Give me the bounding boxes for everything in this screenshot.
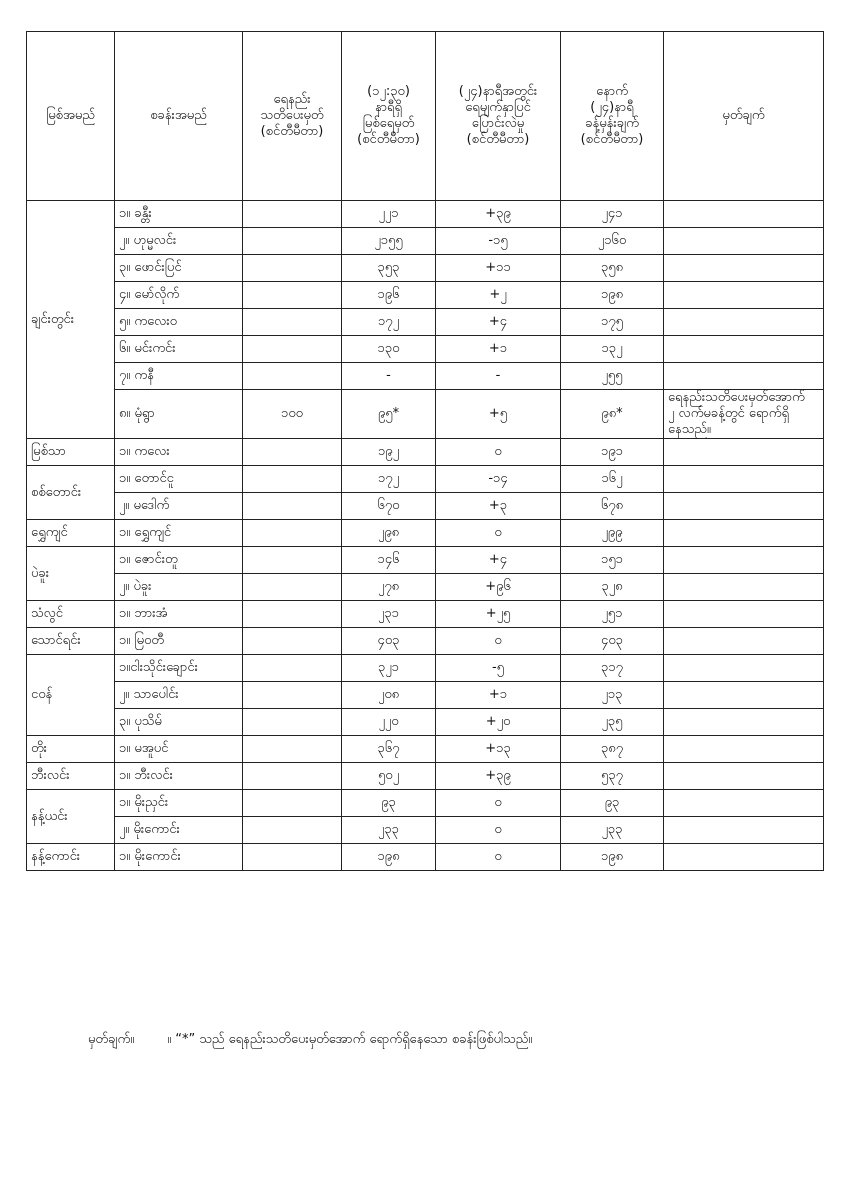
station-name-cell: ၁။ ဘားအံ (115, 601, 243, 628)
warning-level-cell (243, 228, 342, 255)
warning-level-cell: ၁၀၀ (243, 390, 342, 439)
water-level-cell: ၉၅* (342, 390, 436, 439)
remark-cell (664, 309, 824, 336)
forecast-cell: ၂၁၃ (561, 682, 664, 709)
remark-cell (664, 736, 824, 763)
forecast-cell: ၂၉၉ (561, 520, 664, 547)
water-level-cell: ၃၆၇ (342, 736, 436, 763)
forecast-cell: ၃၅၈ (561, 255, 664, 282)
forecast-cell: ၁၉၁ (561, 439, 664, 466)
table-row (27, 709, 824, 736)
water-level-cell: ၂၀၈ (342, 682, 436, 709)
header-station: စခန်းအမည် (115, 32, 243, 201)
remark-cell (664, 817, 824, 844)
change-cell: +၄ (436, 309, 561, 336)
remark-cell (664, 255, 824, 282)
river-name-cell: ချင်းတွင်း (27, 201, 115, 439)
table-row (27, 228, 824, 255)
warning-level-cell (243, 601, 342, 628)
warning-level-cell (243, 547, 342, 574)
remark-cell (664, 336, 824, 363)
change-cell: +၁ (436, 682, 561, 709)
remark-cell (664, 628, 824, 655)
warning-level-cell (243, 574, 342, 601)
forecast-cell: ၂၅၅ (561, 363, 664, 390)
station-name-cell: ၁။ မိုးညှင်း (115, 790, 243, 817)
forecast-cell: ၃၁၇ (561, 655, 664, 682)
water-level-cell: ၂၇၈ (342, 574, 436, 601)
table-row (27, 282, 824, 309)
change-cell: -၁၄ (436, 466, 561, 493)
forecast-cell: ၉၈* (561, 390, 664, 439)
remark-cell (664, 439, 824, 466)
water-level-cell: ၁၉၈ (342, 844, 436, 871)
table-row (27, 201, 824, 228)
header-row (27, 32, 824, 201)
station-name-cell: ၄။ မော်လိုက် (115, 282, 243, 309)
forecast-cell: ၂၅၁ (561, 601, 664, 628)
forecast-cell: ၁၃၂ (561, 336, 664, 363)
water-level-cell: ၁၉၆ (342, 282, 436, 309)
table-row (27, 336, 824, 363)
change-cell: -၅ (436, 655, 561, 682)
warning-level-cell (243, 790, 342, 817)
remark-cell (664, 655, 824, 682)
water-level-cell: ၄၀၃ (342, 628, 436, 655)
river-name-cell: မြစ်သာ (27, 439, 115, 466)
station-name-cell: ၁။ ကလေး (115, 439, 243, 466)
change-cell: -၁၅ (436, 228, 561, 255)
forecast-cell: ၅၃၇ (561, 763, 664, 790)
remark-cell (664, 201, 824, 228)
forecast-cell: ၂၃၃ (561, 817, 664, 844)
station-name-cell: ၆။ မင်းကင်း (115, 336, 243, 363)
table-row (27, 736, 824, 763)
warning-level-cell (243, 201, 342, 228)
table-row (27, 655, 824, 682)
table-row (27, 309, 824, 336)
water-level-table (26, 31, 824, 871)
warning-level-cell (243, 655, 342, 682)
table-row (27, 574, 824, 601)
remark-cell (664, 682, 824, 709)
warning-level-cell (243, 309, 342, 336)
change-cell: ၀ (436, 520, 561, 547)
change-cell: ၀ (436, 844, 561, 871)
change-cell: +၃၉ (436, 763, 561, 790)
warning-level-cell (243, 466, 342, 493)
water-level-cell: ၆၇၀ (342, 493, 436, 520)
water-level-cell: ၂၁၅၅ (342, 228, 436, 255)
river-name-cell: ပဲခူး (27, 547, 115, 601)
warning-level-cell (243, 493, 342, 520)
water-level-cell: ၁၇၂ (342, 309, 436, 336)
water-level-cell: ၂၂၁ (342, 201, 436, 228)
remark-cell (664, 228, 824, 255)
change-cell: ၀ (436, 628, 561, 655)
forecast-cell: ၂၄၁ (561, 201, 664, 228)
station-name-cell: ၃။ ပုသိမ် (115, 709, 243, 736)
change-cell: +၄ (436, 547, 561, 574)
river-name-cell: သံလွင် (27, 601, 115, 628)
warning-level-cell (243, 709, 342, 736)
change-cell: ၀ (436, 439, 561, 466)
change-cell: +၂ (436, 282, 561, 309)
header-forecast-24h: နောက် (၂၄)နာရီ ခန့်မှန်းချက် (စင်တီမီတာ) (561, 32, 664, 201)
river-name-cell: ဘီးလင်း (27, 763, 115, 790)
table-row (27, 628, 824, 655)
remark-cell (664, 763, 824, 790)
remark-cell (664, 547, 824, 574)
warning-level-cell (243, 255, 342, 282)
river-name-cell: သောင်ရင်း (27, 628, 115, 655)
footnote: မှတ်ချက်။ ။ “*” သည် ရေနည်းသတိပေးမှတ်အောက် ရောက်ရှိနေသော စခန်းဖြစ်ပါသည်။ (88, 1032, 533, 1047)
table-row (27, 363, 824, 390)
table-row (27, 255, 824, 282)
station-name-cell: ၂။ ပဲခူး (115, 574, 243, 601)
river-name-cell: ငဝန် (27, 655, 115, 736)
table-row (27, 493, 824, 520)
station-name-cell: ၂။ သာပေါင်း (115, 682, 243, 709)
station-name-cell: ၂။ မိုးကောင်း (115, 817, 243, 844)
station-name-cell: ၇။ ကနီ (115, 363, 243, 390)
remark-cell (664, 601, 824, 628)
remark-cell (664, 790, 824, 817)
station-name-cell: ၁။ ခန္တီး (115, 201, 243, 228)
station-name-cell: ၁။ငါးသိုင်းချောင်း (115, 655, 243, 682)
forecast-cell: ၃၂၈ (561, 574, 664, 601)
remark-cell (664, 493, 824, 520)
table-row (27, 682, 824, 709)
change-cell: +၃၉ (436, 201, 561, 228)
water-level-cell: ၁၄၆ (342, 547, 436, 574)
change-cell: +၁၁ (436, 255, 561, 282)
change-cell: +၅ (436, 390, 561, 439)
remark-cell (664, 466, 824, 493)
station-name-cell: ၂။ ဟုမ္မလင်း (115, 228, 243, 255)
table-row (27, 790, 824, 817)
warning-level-cell (243, 363, 342, 390)
change-cell: +၉၆ (436, 574, 561, 601)
forecast-cell: ၁၆၂ (561, 466, 664, 493)
forecast-cell: ၁၇၅ (561, 309, 664, 336)
table-row (27, 390, 824, 439)
header-river: မြစ်အမည် (27, 32, 115, 201)
warning-level-cell (243, 736, 342, 763)
table-row (27, 817, 824, 844)
change-cell: +၂၅ (436, 601, 561, 628)
table-row (27, 439, 824, 466)
remark-cell (664, 282, 824, 309)
water-level-cell: ၃၅၃ (342, 255, 436, 282)
forecast-cell: ၉၃ (561, 790, 664, 817)
station-name-cell: ၁။ ဇောင်းတူ (115, 547, 243, 574)
water-level-cell: ၁၃၀ (342, 336, 436, 363)
warning-level-cell (243, 520, 342, 547)
station-name-cell: ၁။ ဘီးလင်း (115, 763, 243, 790)
remark-cell (664, 709, 824, 736)
station-name-cell: ၈။ မုံရွာ (115, 390, 243, 439)
water-level-cell: ၂၉၈ (342, 520, 436, 547)
change-cell: +၃ (436, 493, 561, 520)
water-level-cell: ၁၉၂ (342, 439, 436, 466)
forecast-cell: ၁၅၁ (561, 547, 664, 574)
forecast-cell: ၂၃၅ (561, 709, 664, 736)
station-name-cell: ၁။ ရွှေကျင် (115, 520, 243, 547)
station-name-cell: ၁။ မအူပင် (115, 736, 243, 763)
table-body (27, 201, 824, 871)
forecast-cell: ၁၉၈ (561, 282, 664, 309)
station-name-cell: ၃။ ဖောင်းပြင် (115, 255, 243, 282)
water-level-cell: ၂၂၀ (342, 709, 436, 736)
table-row (27, 763, 824, 790)
forecast-cell: ၃၈၇ (561, 736, 664, 763)
water-level-cell: - (342, 363, 436, 390)
forecast-cell: ၁၉၈ (561, 844, 664, 871)
header-remark: မှတ်ချက် (664, 32, 824, 201)
water-level-cell: ၃၂၁ (342, 655, 436, 682)
forecast-cell: ၆၇၈ (561, 493, 664, 520)
change-cell: ၀ (436, 817, 561, 844)
warning-level-cell (243, 817, 342, 844)
water-level-cell: ၂၃၁ (342, 601, 436, 628)
river-name-cell: နန့်ယင်း (27, 790, 115, 844)
warning-level-cell (243, 282, 342, 309)
change-cell: +၁ (436, 336, 561, 363)
table-row (27, 466, 824, 493)
remark-cell (664, 363, 824, 390)
forecast-cell: ၄၀၃ (561, 628, 664, 655)
warning-level-cell (243, 682, 342, 709)
water-level-cell: ၁၇၂ (342, 466, 436, 493)
warning-level-cell (243, 439, 342, 466)
water-level-cell: ၉၃ (342, 790, 436, 817)
station-name-cell: ၁။ မြဝတီ (115, 628, 243, 655)
remark-cell (664, 520, 824, 547)
table-row (27, 601, 824, 628)
change-cell: +၂၀ (436, 709, 561, 736)
remark-cell: ရေနည်းသတိပေးမှတ်အောက် ၂ လက်မခန့်တွင် ရောက်ရှိနေသည်။ (664, 390, 824, 439)
river-name-cell: တိုး (27, 736, 115, 763)
station-name-cell: ၁။ တောင်ငူ (115, 466, 243, 493)
station-name-cell: ၁။ မိုးကောင်း (115, 844, 243, 871)
table-row (27, 844, 824, 871)
change-cell: - (436, 363, 561, 390)
river-name-cell: စစ်တောင်း (27, 466, 115, 520)
table-row (27, 547, 824, 574)
warning-level-cell (243, 844, 342, 871)
warning-level-cell (243, 763, 342, 790)
water-level-cell: ၅၀၂ (342, 763, 436, 790)
warning-level-cell (243, 336, 342, 363)
remark-cell (664, 574, 824, 601)
river-name-cell: နန့်ကောင်း (27, 844, 115, 871)
station-name-cell: ၂။ မဒေါက် (115, 493, 243, 520)
warning-level-cell (243, 628, 342, 655)
header-warning-level: ရေနည်း သတိပေးမှတ် (စင်တီမီတာ) (243, 32, 342, 201)
table-row (27, 520, 824, 547)
change-cell: +၁၃ (436, 736, 561, 763)
remark-cell (664, 844, 824, 871)
change-cell: ၀ (436, 790, 561, 817)
header-current-level: (၁၂:၃၀) နာရီရှိ မြစ်ရေမှတ် (စင်တီမီတာ) (342, 32, 436, 201)
station-name-cell: ၅။ ကလေးဝ (115, 309, 243, 336)
forecast-cell: ၂၁၆၀ (561, 228, 664, 255)
header-change-24h: (၂၄)နာရီအတွင်း ရေမျက်နှာပြင် ပြောင်းလဲမှု (စင်တီမီတာ) (436, 32, 561, 201)
water-level-cell: ၂၃၃ (342, 817, 436, 844)
river-name-cell: ရွှေကျင် (27, 520, 115, 547)
